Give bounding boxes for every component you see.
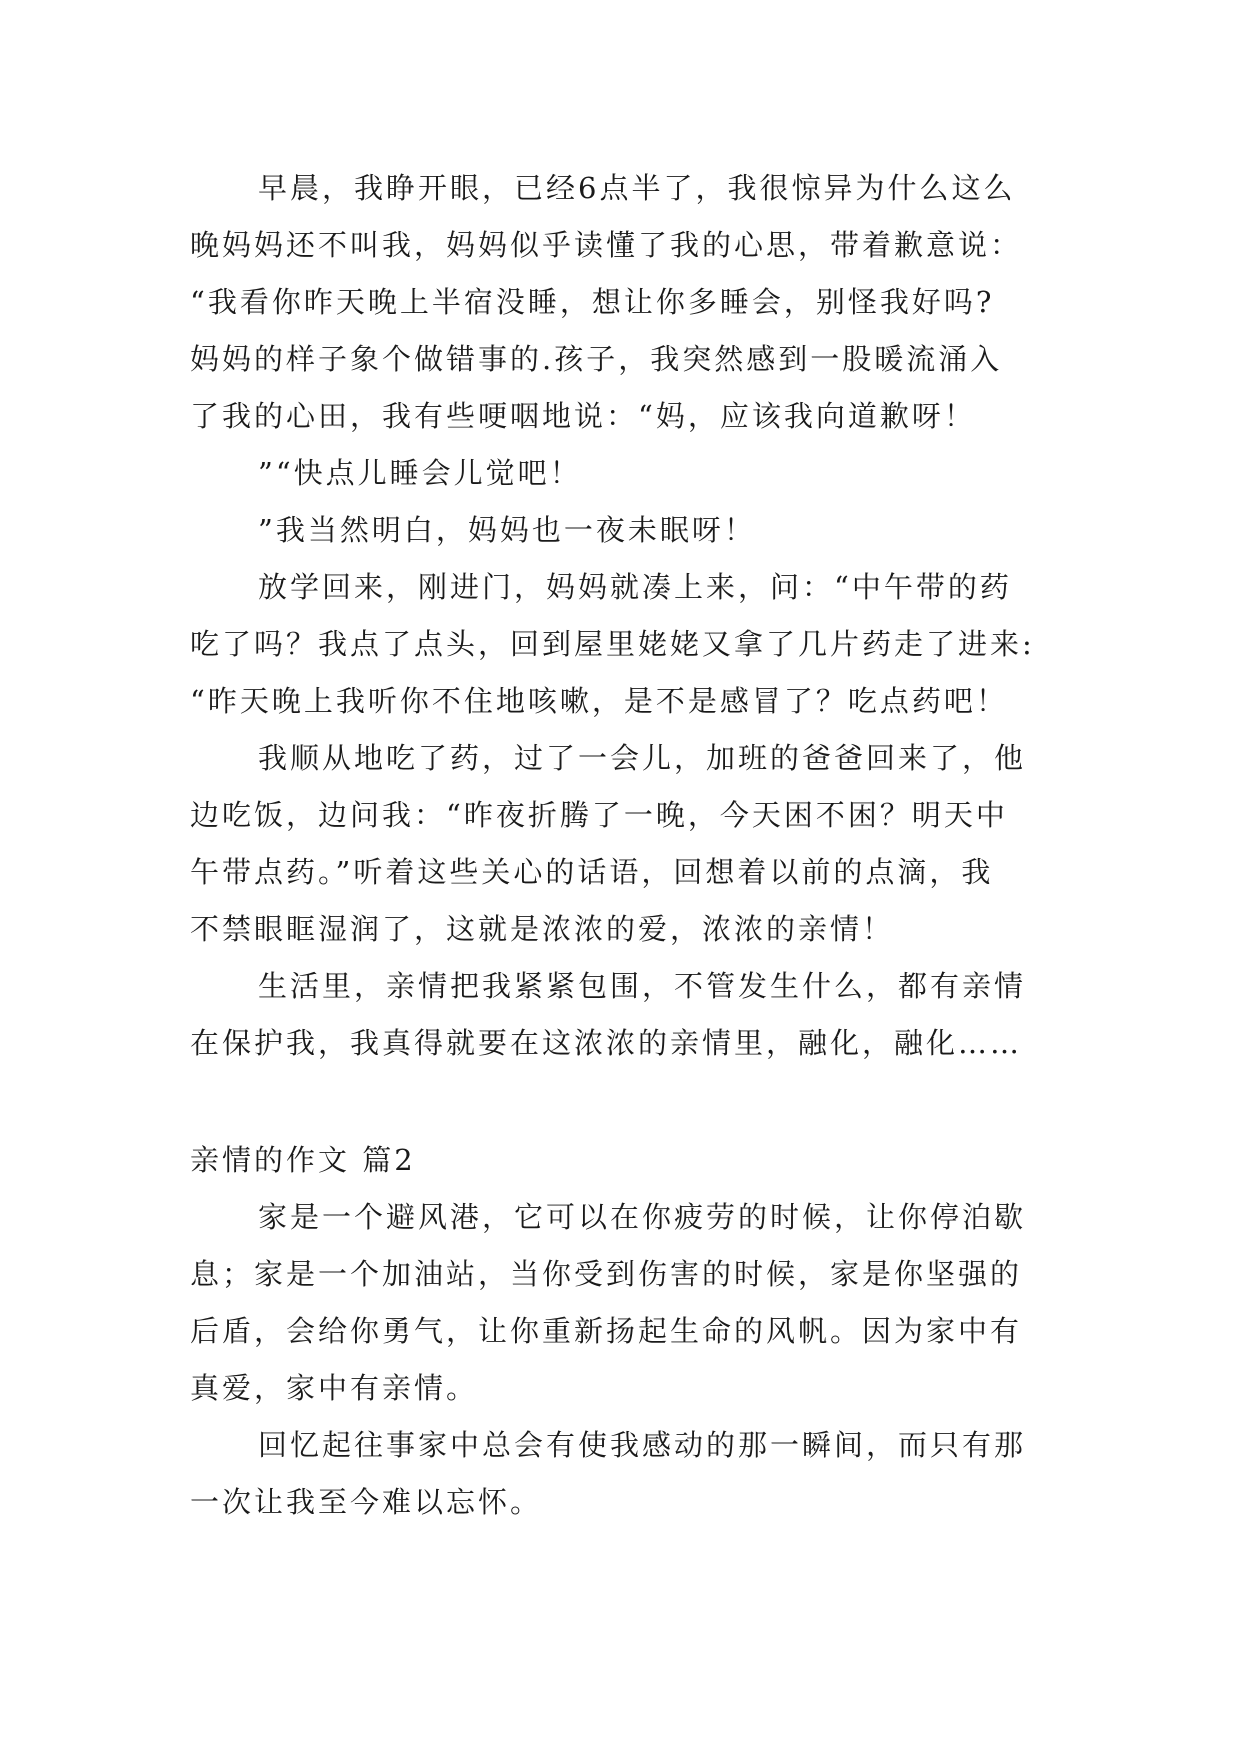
text-line: 生活里，亲情把我紧紧包围，不管发生什么，都有亲情 <box>258 969 1027 1003</box>
text-line: 后盾，会给你勇气，让你重新扬起生命的风帆。因为家中有 <box>190 1314 1023 1348</box>
section-heading: 亲情的作文 篇2 <box>190 1143 416 1177</box>
text-line: 在保护我，我真得就要在这浓浓的亲情里，融化，融化…… <box>190 1026 1023 1060</box>
section-gap <box>190 1072 1060 1132</box>
text-line: 家是一个避风港，它可以在你疲劳的时候，让你停泊歇 <box>258 1200 1027 1234</box>
text-line: ”我当然明白，妈妈也一夜未眠呀！ <box>258 513 756 547</box>
text-line: 一次让我至今难以忘怀。 <box>190 1485 543 1519</box>
text-line: 了我的心田，我有些哽咽地说：“妈，应该我向道歉呀！ <box>190 399 976 433</box>
text-line: 午带点药。”听着这些关心的话语，回想着以前的点滴，我 <box>190 855 994 889</box>
text-line: 晚妈妈还不叫我，妈妈似乎读懂了我的心思，带着歉意说： <box>190 228 1023 262</box>
text-line: 边吃饭，边问我：“昨夜折腾了一晚，今天困不困？明天中 <box>190 798 1008 832</box>
text-line: “我看你昨天晚上半宿没睡，想让你多睡会，别怪我好吗? <box>190 285 995 319</box>
text-line: 吃了吗？我点了点头，回到屋里姥姥又拿了几片药走了进来: <box>190 627 1035 661</box>
document-page <box>190 160 1060 1531</box>
text-line: ”“快点儿睡会儿觉吧！ <box>258 456 582 490</box>
text-line: 回忆起往事家中总会有使我感动的那一瞬间，而只有那 <box>258 1428 1027 1462</box>
text-line: 真爱，家中有亲情。 <box>190 1371 479 1405</box>
text-line: “昨天晚上我听你不住地咳嗽，是不是感冒了？吃点药吧！ <box>190 684 1008 718</box>
text-line: 放学回来，刚进门，妈妈就凑上来，问：“中午带的药 <box>258 570 1012 604</box>
text-line: 不禁眼眶湿润了，这就是浓浓的爱，浓浓的亲情！ <box>190 912 895 946</box>
text-line: 我顺从地吃了药，过了一会儿，加班的爸爸回来了，他 <box>258 741 1027 775</box>
text-line: 早晨，我睁开眼，已经6点半了，我很惊异为什么这么 <box>258 171 1016 205</box>
text-line: 妈妈的样子象个做错事的.孩子，我突然感到一股暖流涌入 <box>190 342 1003 376</box>
text-line: 息；家是一个加油站，当你受到伤害的时候，家是你坚强的 <box>190 1257 1023 1291</box>
